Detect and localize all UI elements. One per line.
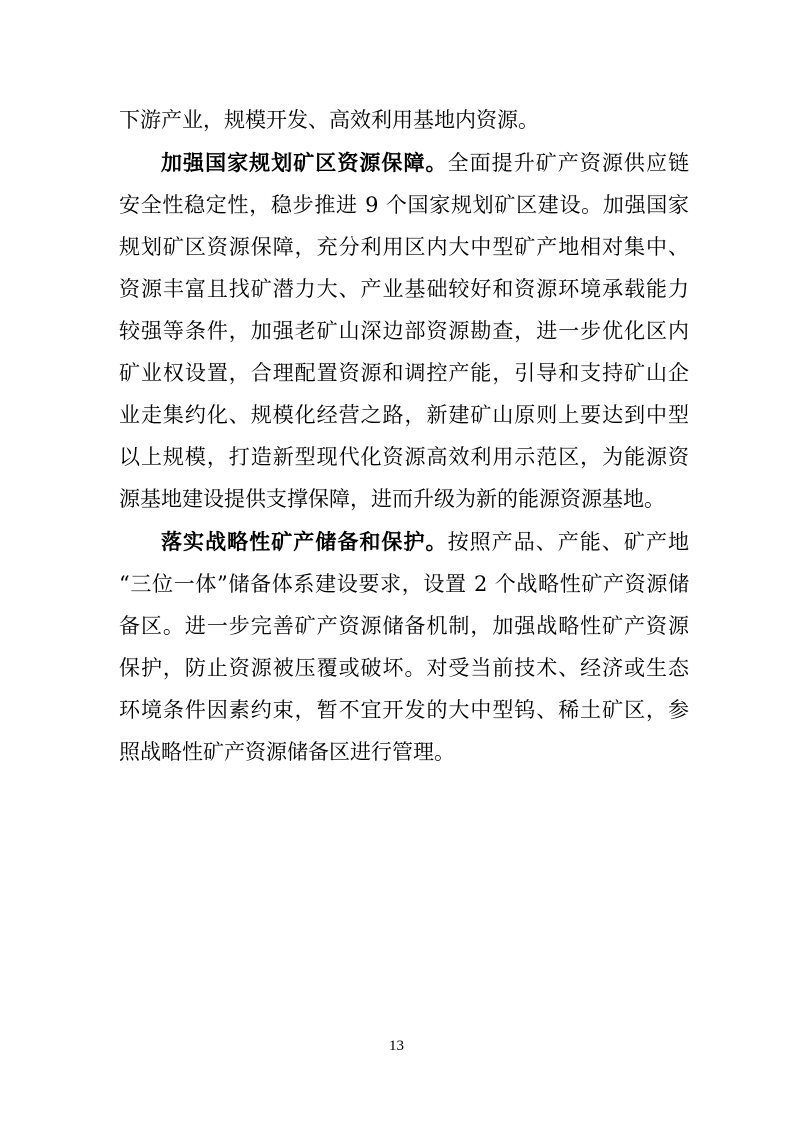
paragraph-line (119, 269, 689, 309)
paragraph-line (119, 395, 689, 435)
paragraph-text: 资源丰富且找矿潜力大、产业基础较好和资源环境承载能力 (119, 277, 689, 301)
section-heading: 加强国家规划矿区资源保障。 (161, 150, 448, 175)
paragraph-text: 下游产业，规模开发、高效利用基地内资源。 (119, 108, 539, 132)
paragraph-line (119, 437, 689, 477)
section-heading: 落实战略性矿产储备和保护。 (161, 529, 448, 554)
paragraph-line (119, 564, 689, 604)
paragraph-line (119, 648, 689, 688)
paragraph-line (119, 732, 689, 772)
paragraph-line (161, 143, 689, 183)
paragraph-text: 按照产品、产能、矿产地 (447, 530, 690, 554)
paragraph-text: 备区。进一步完善矿产资源储备机制，加强战略性矿产资源 (119, 614, 689, 638)
paragraph-line (119, 227, 689, 267)
page-number: 13 (389, 1038, 404, 1054)
paragraph-text: 安全性稳定性，稳步推进 9 个国家规划矿区建设。加强国家 (119, 193, 689, 217)
paragraph-line (119, 479, 689, 519)
paragraph-text: “三位一体”储备体系建设要求，设置 2 个战略性矿产资源储 (119, 572, 689, 596)
paragraph-line (119, 353, 689, 393)
paragraph-line (119, 690, 689, 730)
paragraph-text: 以上规模，打造新型现代化资源高效利用示范区，为能源资 (119, 445, 689, 469)
paragraph-line (119, 185, 689, 225)
paragraph-text: 保护，防止资源被压覆或破坏。对受当前技术、经济或生态 (119, 656, 689, 680)
paragraph-text: 全面提升矿产资源供应链 (447, 151, 690, 175)
paragraph-text: 较强等条件，加强老矿山深边部资源勘查，进一步优化区内 (119, 319, 689, 343)
paragraph-text: 矿业权设置，合理配置资源和调控产能，引导和支持矿山企 (119, 361, 689, 385)
paragraph-text: 照战略性矿产资源储备区进行管理。 (119, 740, 455, 764)
paragraph-text: 环境条件因素约束，暂不宜开发的大中型钨、稀土矿区，参 (119, 698, 689, 722)
paragraph-text: 源基地建设提供支撑保障，进而升级为新的能源资源基地。 (119, 487, 665, 511)
paragraph-line (119, 100, 689, 140)
paragraph-line (119, 311, 689, 351)
paragraph-text: 业走集约化、规模化经营之路，新建矿山原则上要达到中型 (119, 403, 689, 427)
paragraph-text: 规划矿区资源保障，充分利用区内大中型矿产地相对集中、 (119, 235, 689, 259)
paragraph-line (161, 522, 689, 562)
paragraph-line (119, 606, 689, 646)
